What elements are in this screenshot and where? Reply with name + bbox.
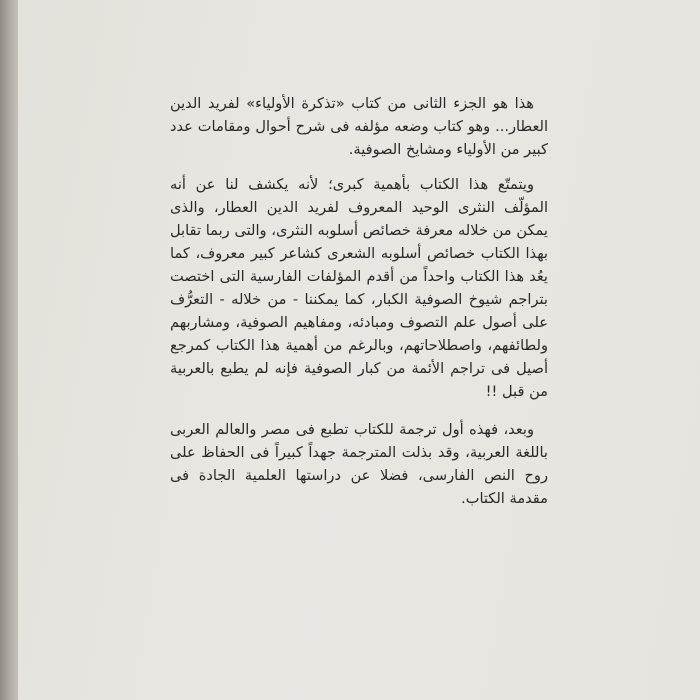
paragraph-translation: وبعد، فهذه أول ترجمة للكتاب تطبع فى مصر والعالم العربى باللغة العربية، وقد بذلت المترجمة جهداً كبيراً فى الحفاظ على روح النص الفارسى، فضلا عن دراستها العلمية الجادة فى مقدمة الكتاب. — [170, 421, 548, 507]
book-text-block — [170, 92, 548, 510]
paragraph-importance: ويتمتّع هذا الكتاب بأهمية كبرى؛ لأنه يكشف لنا عن أنه المؤلّف النثرى الوحيد المعروف لفريد الدين العطار، والذى يمكن من خلاله معرفة خصائص أسلوبه النثرى، والتى ربما تقابل بهذا الكتاب خصائص أسلوبه الشعرى كشاعر كبير معروف، كما يعُد هذا الكتاب واحداً من أقدم المؤلفات الفارسية التى اختصت بتراجم شيوخ الصوفية الكبار، كما يمكننا - من خلاله - التعرُّف على أصول علم التصوف ومبادئه، ومفاهيم الصوفية، ومشاربهم ولطائفهم، واصطلاحاتهم، وبالرغم من أهمية هذا الكتاب كمرجع أصيل فى تراجم الأئمة من كبار الصوفية فإنه لم يطبع بالعربية من قبل !! — [170, 176, 548, 400]
paragraph-intro: هذا هو الجزء الثانى من كتاب «تذكرة الأولياء» لفريد الدين العطار... وهو كتاب وضعه مؤلفه فى شرح أحوال ومقامات عدد كبير من الأولياء ومشايخ الصوفية. — [170, 95, 548, 158]
